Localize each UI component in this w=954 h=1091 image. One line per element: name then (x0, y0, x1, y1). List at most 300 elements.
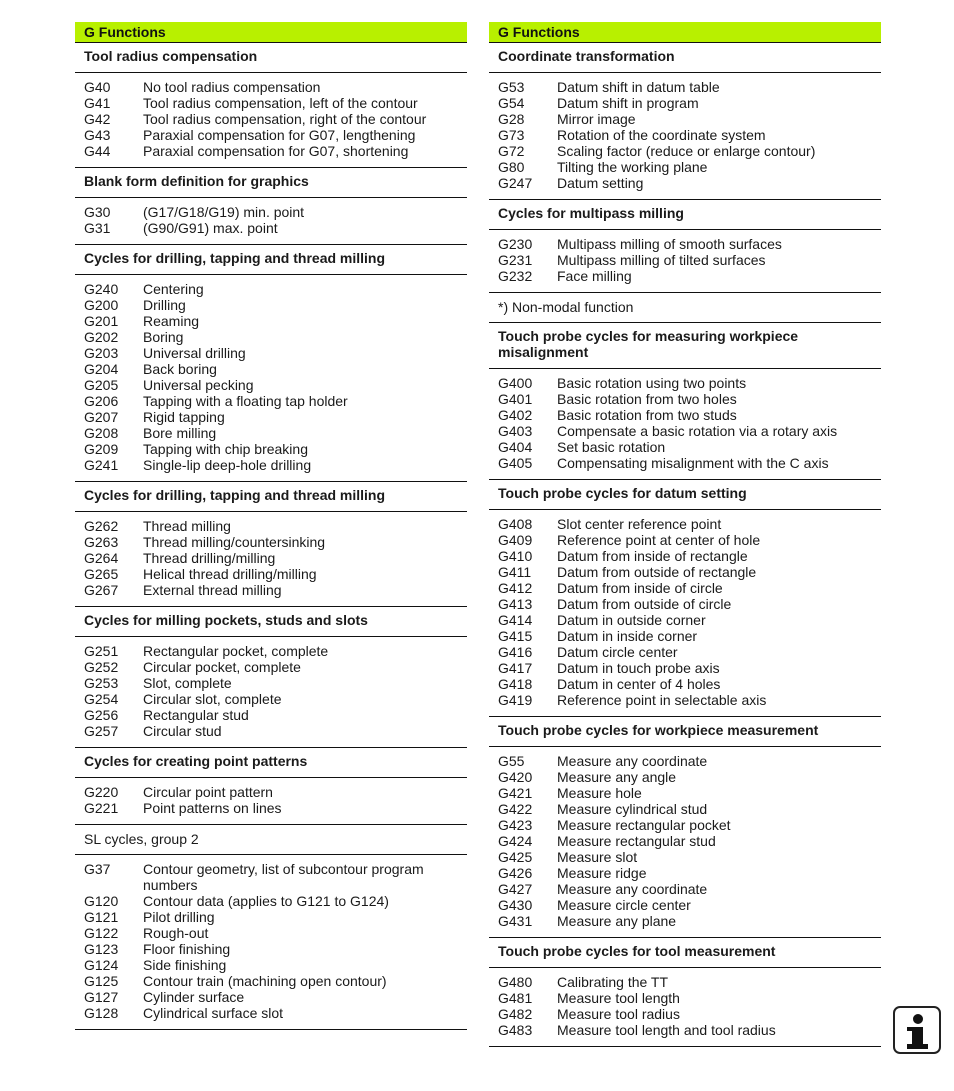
g-code: G409 (498, 532, 533, 548)
function-row (84, 111, 458, 127)
section-title: Coordinate transformation (489, 43, 881, 73)
g-code: G120 (84, 893, 119, 909)
g-code: G201 (84, 313, 119, 329)
function-row (84, 409, 458, 425)
function-row (84, 127, 458, 143)
function-description: Universal drilling (143, 345, 246, 361)
g-code: G42 (84, 111, 111, 127)
g-code: G262 (84, 518, 119, 534)
function-description: Rigid tapping (143, 409, 225, 425)
section-body (75, 637, 467, 747)
g-code: G40 (84, 79, 111, 95)
function-row (498, 580, 872, 596)
g-code: G73 (498, 127, 525, 143)
function-row (498, 628, 872, 644)
function-description: Measure hole (557, 785, 642, 801)
function-row (84, 566, 458, 582)
section-title: Blank form definition for graphics (75, 168, 467, 198)
function-description: Datum in inside corner (557, 628, 698, 644)
g-code: G43 (84, 127, 111, 143)
section-list (489, 43, 881, 1047)
function-description: Contour geometry, list of subcontour program numbers (143, 861, 424, 893)
function-row (498, 644, 872, 660)
function-row (84, 723, 458, 739)
g-code: G405 (498, 455, 533, 471)
section (489, 293, 881, 323)
g-code: G408 (498, 516, 533, 532)
function-row (498, 127, 872, 143)
function-row (498, 865, 872, 881)
g-code: G412 (498, 580, 533, 596)
function-description: Paraxial compensation for G07, lengthening (143, 127, 416, 143)
g-code: G431 (498, 913, 533, 929)
function-row (498, 423, 872, 439)
info-icon (893, 1006, 941, 1054)
function-row (84, 143, 458, 159)
section (75, 245, 467, 482)
function-row (498, 1006, 872, 1022)
function-description: Universal pecking (143, 377, 254, 393)
function-row (498, 692, 872, 708)
function-row (498, 753, 872, 769)
function-description: Reference point in selectable axis (557, 692, 767, 708)
section-body (75, 198, 467, 244)
function-description: Scaling factor (reduce or enlarge contour) (557, 143, 816, 159)
function-description: Compensate a basic rotation via a rotary axis (557, 423, 838, 439)
g-code: G200 (84, 297, 119, 313)
g-code: G231 (498, 252, 533, 268)
function-row (498, 897, 872, 913)
function-row (84, 989, 458, 1005)
function-row (498, 990, 872, 1006)
function-description: Thread milling (143, 518, 231, 534)
left-column (75, 22, 467, 1030)
g-code: G37 (84, 861, 111, 877)
function-row (84, 425, 458, 441)
g-code: G413 (498, 596, 533, 612)
function-row (84, 909, 458, 925)
section-title: Cycles for drilling, tapping and thread milling (75, 245, 467, 275)
g-code: G253 (84, 675, 119, 691)
function-description: Multipass milling of tilted surfaces (557, 252, 766, 268)
g-code: G128 (84, 1005, 119, 1021)
function-row (84, 707, 458, 723)
function-description: Contour data (applies to G121 to G124) (143, 893, 389, 909)
function-description: Tilting the working plane (557, 159, 708, 175)
function-description: Back boring (143, 361, 217, 377)
g-code: G55 (498, 753, 525, 769)
function-description: Bore milling (143, 425, 217, 441)
g-code: G256 (84, 707, 119, 723)
function-description: Measure rectangular stud (557, 833, 716, 849)
function-description: Circular stud (143, 723, 222, 739)
function-description: Measure any angle (557, 769, 677, 785)
function-row (498, 660, 872, 676)
section-body (489, 369, 881, 479)
function-row (84, 941, 458, 957)
function-description: Slot, complete (143, 675, 232, 691)
g-code: G54 (498, 95, 525, 111)
g-code: G124 (84, 957, 119, 973)
g-code: G420 (498, 769, 533, 785)
function-row (498, 268, 872, 284)
g-code: G264 (84, 550, 119, 566)
function-row (84, 457, 458, 473)
function-description: Reaming (143, 313, 200, 329)
function-row (498, 439, 872, 455)
g-code: G400 (498, 375, 533, 391)
function-description: (G17/G18/G19) min. point (143, 204, 305, 220)
function-row (84, 204, 458, 220)
function-row (84, 643, 458, 659)
function-row (84, 534, 458, 550)
function-row (84, 79, 458, 95)
g-code: G263 (84, 534, 119, 550)
function-row (84, 784, 458, 800)
function-description: Drilling (143, 297, 186, 313)
section-body (75, 855, 467, 1029)
section-title: Cycles for drilling, tapping and thread milling (75, 482, 467, 512)
function-description: (G90/G91) max. point (143, 220, 278, 236)
function-row (84, 1005, 458, 1021)
g-code: G206 (84, 393, 119, 409)
function-description: Measure rectangular pocket (557, 817, 731, 833)
function-row (84, 973, 458, 989)
function-description: Measure any coordinate (557, 881, 708, 897)
g-code: G425 (498, 849, 533, 865)
g-code: G125 (84, 973, 119, 989)
function-description: Side finishing (143, 957, 227, 973)
function-row (84, 393, 458, 409)
section (489, 717, 881, 938)
column-header: G Functions (489, 22, 881, 43)
function-row (498, 1022, 872, 1038)
function-row (498, 676, 872, 692)
g-code: G483 (498, 1022, 533, 1038)
function-description: Datum circle center (557, 644, 678, 660)
section (489, 43, 881, 200)
section-list (75, 43, 467, 1030)
section-title: Touch probe cycles for measuring workpiece misalignment (489, 323, 881, 369)
g-code: G123 (84, 941, 119, 957)
g-code: G44 (84, 143, 111, 159)
function-row (498, 516, 872, 532)
function-description: Contour train (machining open contour) (143, 973, 387, 989)
g-code: G251 (84, 643, 119, 659)
function-description: Face milling (557, 268, 632, 284)
g-code: G404 (498, 439, 533, 455)
function-description: Measure any plane (557, 913, 677, 929)
function-description: Datum shift in program (557, 95, 699, 111)
function-row (84, 675, 458, 691)
g-code: G53 (498, 79, 525, 95)
function-description: Calibrating the TT (557, 974, 669, 990)
function-row (498, 769, 872, 785)
g-code: G265 (84, 566, 119, 582)
section-title: Cycles for multipass milling (489, 200, 881, 230)
function-row (84, 893, 458, 909)
g-code: G415 (498, 628, 533, 644)
function-row (84, 329, 458, 345)
g-code: G205 (84, 377, 119, 393)
g-code: G482 (498, 1006, 533, 1022)
g-code: G401 (498, 391, 533, 407)
function-description: Basic rotation from two studs (557, 407, 737, 423)
right-column (489, 22, 881, 1047)
section-body (75, 512, 467, 606)
function-description: Measure any coordinate (557, 753, 708, 769)
g-code: G202 (84, 329, 119, 345)
g-code: G241 (84, 457, 119, 473)
g-code: G207 (84, 409, 119, 425)
g-code: G414 (498, 612, 533, 628)
function-description: Basic rotation using two points (557, 375, 747, 391)
function-description: Tool radius compensation, left of the contour (143, 95, 418, 111)
function-description: Floor finishing (143, 941, 231, 957)
function-row (84, 377, 458, 393)
function-description: External thread milling (143, 582, 282, 598)
function-description: Measure circle center (557, 897, 691, 913)
section-body (489, 510, 881, 716)
function-description: Circular slot, complete (143, 691, 282, 707)
function-description: Centering (143, 281, 204, 297)
function-description: Thread milling/countersinking (143, 534, 326, 550)
g-code: G31 (84, 220, 111, 236)
function-row (498, 455, 872, 471)
function-row (84, 550, 458, 566)
g-code: G30 (84, 204, 111, 220)
function-description: Tapping with chip breaking (143, 441, 308, 457)
function-row (84, 297, 458, 313)
section-title: Touch probe cycles for tool measurement (489, 938, 881, 968)
function-row (84, 313, 458, 329)
function-row (84, 659, 458, 675)
function-row (498, 612, 872, 628)
g-code: G480 (498, 974, 533, 990)
function-row (498, 532, 872, 548)
g-code: G424 (498, 833, 533, 849)
function-description: Datum shift in datum table (557, 79, 720, 95)
function-row (498, 252, 872, 268)
g-code: G430 (498, 897, 533, 913)
g-code: G240 (84, 281, 119, 297)
function-row (498, 143, 872, 159)
g-code: G121 (84, 909, 119, 925)
function-description: Tool radius compensation, right of the contour (143, 111, 427, 127)
function-description: Cylindrical surface slot (143, 1005, 284, 1021)
function-description: Datum in center of 4 holes (557, 676, 721, 692)
section-body (75, 73, 467, 167)
footnote: *) Non-modal function (498, 299, 634, 315)
g-code: G416 (498, 644, 533, 660)
g-code: G427 (498, 881, 533, 897)
function-row (498, 548, 872, 564)
section-body (75, 778, 467, 824)
function-description: Boring (143, 329, 184, 345)
section (489, 480, 881, 717)
section-body (489, 968, 881, 1046)
section (75, 825, 467, 1030)
function-row (498, 95, 872, 111)
g-code: G411 (498, 564, 532, 580)
function-row (84, 220, 458, 236)
function-row (84, 441, 458, 457)
function-description: Datum in outside corner (557, 612, 706, 628)
function-description: Set basic rotation (557, 439, 666, 455)
g-code: G418 (498, 676, 533, 692)
section-title: Touch probe cycles for datum setting (489, 480, 881, 510)
section-title: Touch probe cycles for workpiece measurement (489, 717, 881, 747)
g-code: G28 (498, 111, 525, 127)
function-description: Datum setting (557, 175, 644, 191)
function-row (84, 95, 458, 111)
g-code: G417 (498, 660, 533, 676)
function-description: Datum from inside of circle (557, 580, 723, 596)
function-description: Measure tool length (557, 990, 680, 1006)
function-description: Rotation of the coordinate system (557, 127, 766, 143)
g-code: G402 (498, 407, 533, 423)
function-description: Datum in touch probe axis (557, 660, 720, 676)
section (75, 482, 467, 607)
section-subtitle: SL cycles, group 2 (75, 825, 467, 855)
function-row (84, 281, 458, 297)
function-description: Cylinder surface (143, 989, 245, 1005)
function-description: Tapping with a floating tap holder (143, 393, 348, 409)
g-code: G423 (498, 817, 533, 833)
g-code: G403 (498, 423, 533, 439)
section (489, 938, 881, 1047)
function-row (498, 833, 872, 849)
section-body (75, 275, 467, 481)
function-description: Datum from outside of rectangle (557, 564, 757, 580)
g-code: G247 (498, 175, 533, 191)
column-header: G Functions (75, 22, 467, 43)
function-description: Point patterns on lines (143, 800, 282, 816)
section-title: Tool radius compensation (75, 43, 467, 73)
function-description: Multipass milling of smooth surfaces (557, 236, 782, 252)
g-code: G481 (498, 990, 533, 1006)
function-row (498, 375, 872, 391)
function-description: Paraxial compensation for G07, shortening (143, 143, 409, 159)
function-row (84, 800, 458, 816)
function-description: Compensating misalignment with the C axis (557, 455, 829, 471)
function-description: Datum from outside of circle (557, 596, 732, 612)
function-row (498, 881, 872, 897)
function-row (84, 582, 458, 598)
function-row (498, 913, 872, 929)
function-description: No tool radius compensation (143, 79, 321, 95)
g-code: G209 (84, 441, 119, 457)
function-description: Measure slot (557, 849, 638, 865)
g-code: G419 (498, 692, 533, 708)
function-row (498, 801, 872, 817)
function-description: Rectangular stud (143, 707, 249, 723)
g-code: G421 (498, 785, 533, 801)
function-description: Measure tool radius (557, 1006, 680, 1022)
function-row (498, 596, 872, 612)
section-title: Cycles for milling pockets, studs and slots (75, 607, 467, 637)
function-row (498, 159, 872, 175)
g-code: G232 (498, 268, 533, 284)
function-row (498, 79, 872, 95)
function-row (498, 849, 872, 865)
g-code: G204 (84, 361, 119, 377)
section (75, 168, 467, 245)
function-description: Rough-out (143, 925, 209, 941)
function-description: Circular pocket, complete (143, 659, 301, 675)
function-description: Measure cylindrical stud (557, 801, 708, 817)
function-row (498, 785, 872, 801)
function-description: Basic rotation from two holes (557, 391, 737, 407)
g-code: G410 (498, 548, 533, 564)
section (489, 323, 881, 480)
function-row (84, 861, 458, 893)
function-description: Slot center reference point (557, 516, 722, 532)
g-code: G254 (84, 691, 119, 707)
g-code: G257 (84, 723, 119, 739)
function-description: Reference point at center of hole (557, 532, 761, 548)
function-row (498, 236, 872, 252)
function-row (498, 391, 872, 407)
function-description: Measure ridge (557, 865, 647, 881)
function-row (84, 691, 458, 707)
function-description: Single-lip deep-hole drilling (143, 457, 312, 473)
g-code: G426 (498, 865, 533, 881)
section (489, 200, 881, 293)
g-code: G208 (84, 425, 119, 441)
function-row (498, 111, 872, 127)
g-code: G422 (498, 801, 533, 817)
g-code: G220 (84, 784, 119, 800)
section (75, 607, 467, 748)
section-body (489, 73, 881, 199)
g-code: G230 (498, 236, 533, 252)
section (75, 43, 467, 168)
function-row (498, 407, 872, 423)
function-description: Datum from inside of rectangle (557, 548, 748, 564)
function-description: Helical thread drilling/milling (143, 566, 317, 582)
function-row (84, 345, 458, 361)
function-row (84, 361, 458, 377)
function-description: Rectangular pocket, complete (143, 643, 329, 659)
section-body (489, 747, 881, 937)
function-description: Mirror image (557, 111, 636, 127)
function-description: Measure tool length and tool radius (557, 1022, 776, 1038)
function-row (84, 518, 458, 534)
function-row (498, 175, 872, 191)
section-title: Cycles for creating point patterns (75, 748, 467, 778)
g-code: G122 (84, 925, 119, 941)
function-description: Thread drilling/milling (143, 550, 276, 566)
g-code: G267 (84, 582, 119, 598)
g-code: G203 (84, 345, 119, 361)
g-code: G127 (84, 989, 119, 1005)
function-row (498, 564, 872, 580)
section (75, 748, 467, 825)
function-description: Circular point pattern (143, 784, 273, 800)
function-row (84, 925, 458, 941)
function-description: Pilot drilling (143, 909, 215, 925)
g-code: G41 (84, 95, 111, 111)
function-row (84, 957, 458, 973)
g-code: G80 (498, 159, 525, 175)
g-code: G72 (498, 143, 525, 159)
g-code: G221 (84, 800, 119, 816)
function-row (498, 817, 872, 833)
function-row (498, 974, 872, 990)
section-body (489, 230, 881, 292)
g-code: G252 (84, 659, 119, 675)
